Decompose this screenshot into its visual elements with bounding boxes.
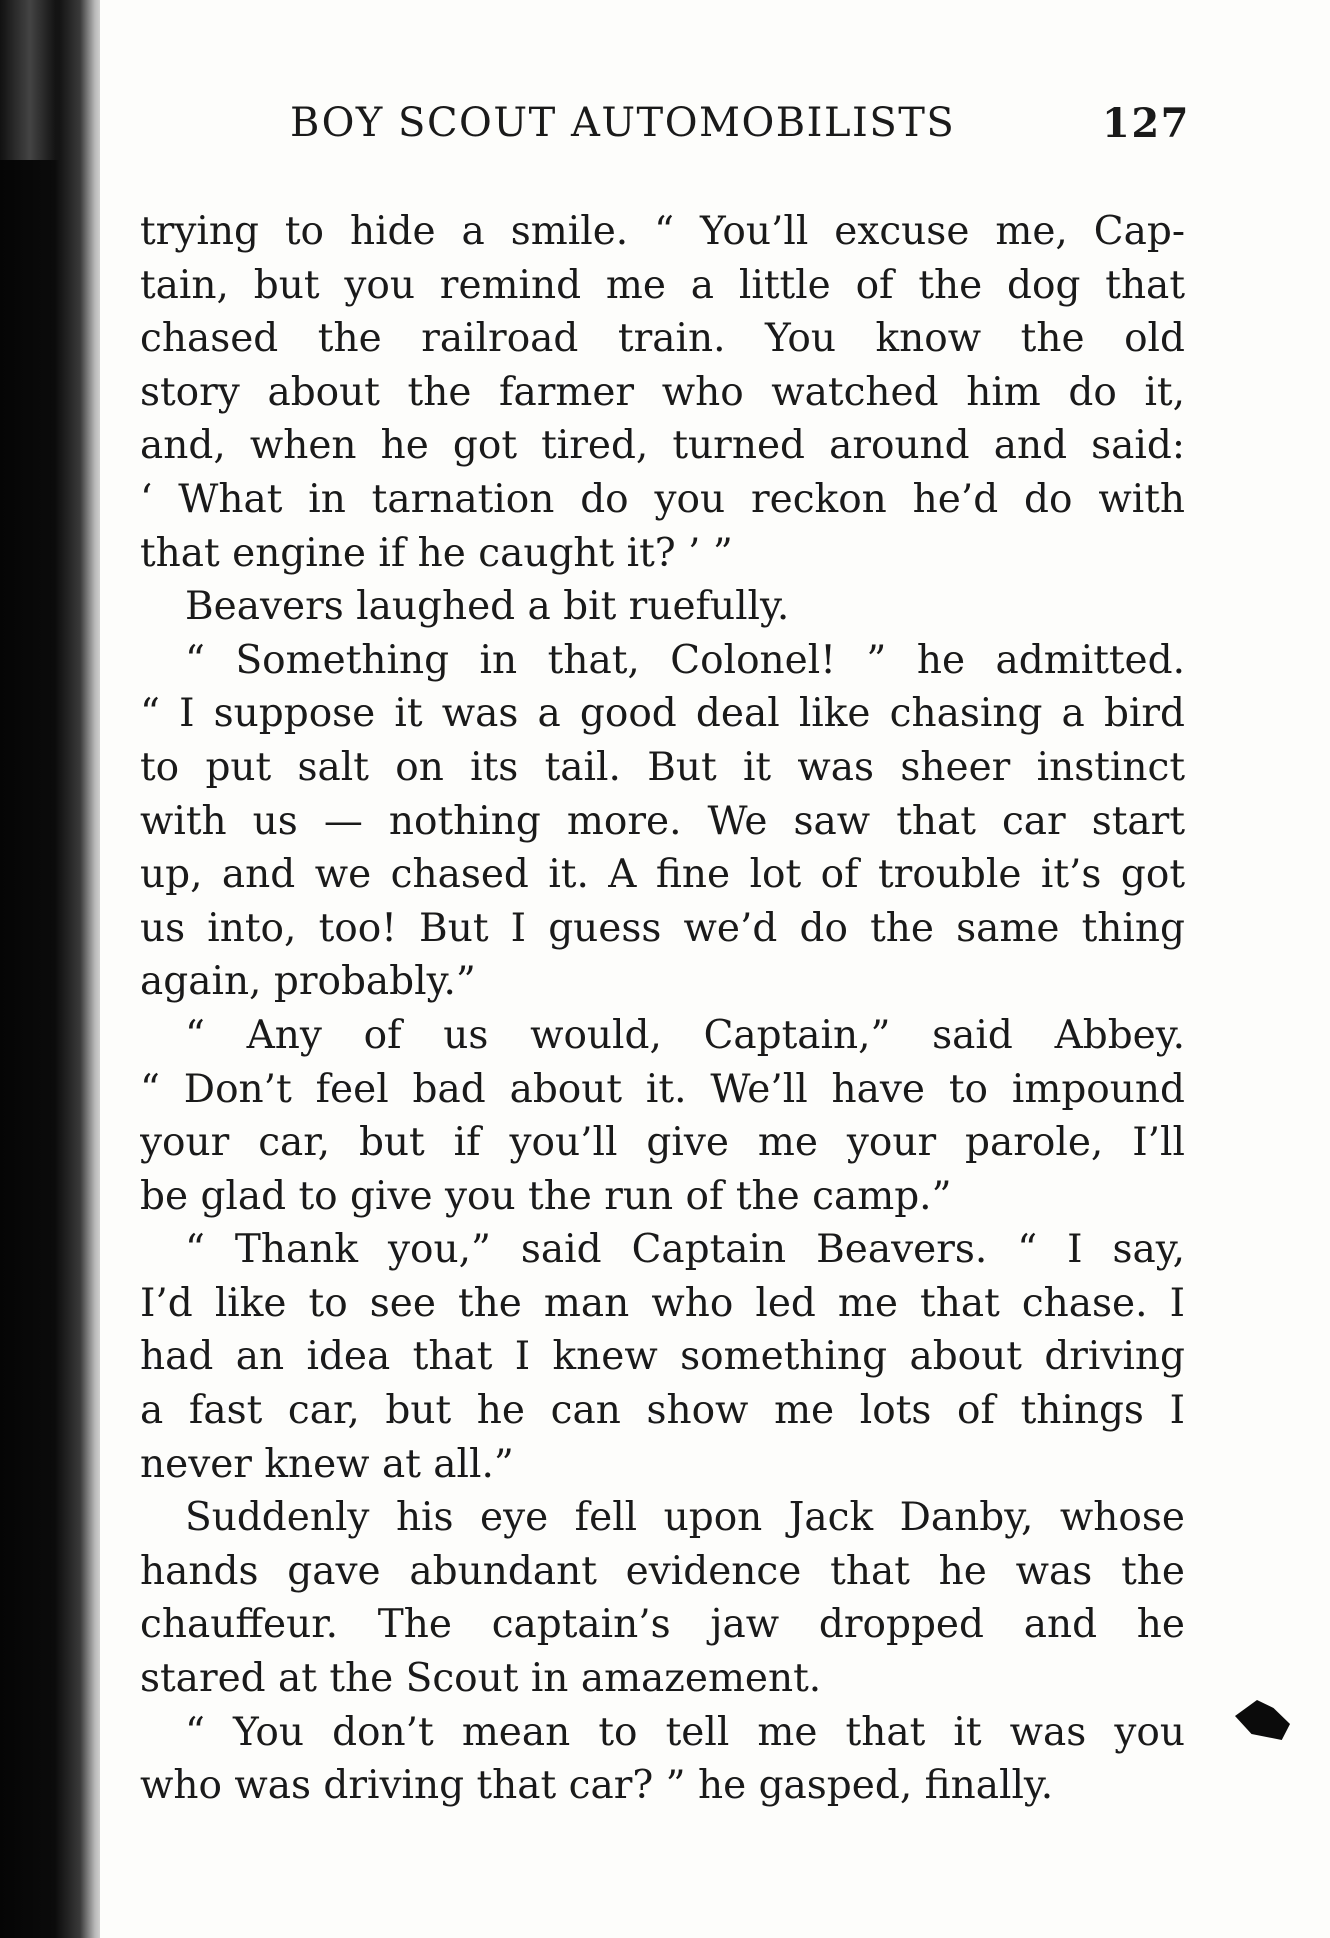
text-line: story about the farmer who watched him do it, [140, 369, 1185, 415]
text-line: Suddenly his eye fell upon Jack Danby, whose [185, 1495, 1185, 1541]
text-line: Beavers laughed a bit ruefully. [185, 584, 790, 630]
text-line: stared at the Scout in amazement. [140, 1656, 822, 1702]
ink-blot [1235, 1700, 1290, 1740]
text-line: had an idea that I knew something about driving [140, 1334, 1185, 1380]
text-line: “ Something in that, Colonel! ” he admitted. [185, 637, 1185, 683]
text-line: that engine if he caught it? ’ ” [140, 530, 733, 576]
text-line: “ Any of us would, Captain,” said Abbey. [185, 1012, 1185, 1058]
text-line: never knew at all.” [140, 1441, 514, 1487]
text-line: be glad to give you the run of the camp.” [140, 1173, 952, 1219]
text-line: and, when he got tired, turned around and said: [140, 423, 1185, 469]
text-line: a fast car, but he can show me lots of things I [140, 1388, 1185, 1434]
text-line: with us — nothing more. We saw that car start [140, 798, 1185, 844]
text-line: “ You don’t mean to tell me that it was you [185, 1709, 1185, 1755]
page-number: 127 [1102, 100, 1190, 147]
text-line: trying to hide a smile. “ You’ll excuse me, Cap- [140, 209, 1185, 254]
text-line: to put salt on its tail. But it was sheer instinct [140, 744, 1185, 790]
text-line: chauffeur. The captain’s jaw dropped and he [140, 1602, 1185, 1648]
page-header [290, 100, 1190, 160]
text-line: “ Thank you,” said Captain Beavers. “ I say, [185, 1227, 1185, 1273]
text-line: chased the railroad train. You know the old [140, 316, 1185, 362]
text-line: tain, but you remind me a little of the dog that [140, 262, 1185, 308]
text-line: ‘ What in tarnation do you reckon he’d do with [140, 476, 1185, 522]
binding-shadow-top [0, 0, 60, 160]
text-line: your car, but if you’ll give me your parole, I’ll [140, 1120, 1185, 1166]
text-line: I’d like to see the man who led me that chase. I [140, 1280, 1185, 1326]
text-line: “ Don’t feel bad about it. We’ll have to impound [140, 1066, 1185, 1112]
text-line: who was driving that car? ” he gasped, finally. [140, 1763, 1054, 1809]
text-line: again, probably.” [140, 959, 476, 1005]
text-line: us into, too! But I guess we’d do the same thing [140, 905, 1185, 951]
text-line: up, and we chased it. A fine lot of trouble it’s got [140, 852, 1185, 898]
binding-shadow [0, 0, 100, 1938]
text-line: hands gave abundant evidence that he was the [140, 1548, 1185, 1594]
body-text [140, 205, 1185, 1813]
text-line: “ I suppose it was a good deal like chasing a bird [140, 691, 1185, 737]
running-head: BOY SCOUT AUTOMOBILISTS [290, 100, 956, 146]
